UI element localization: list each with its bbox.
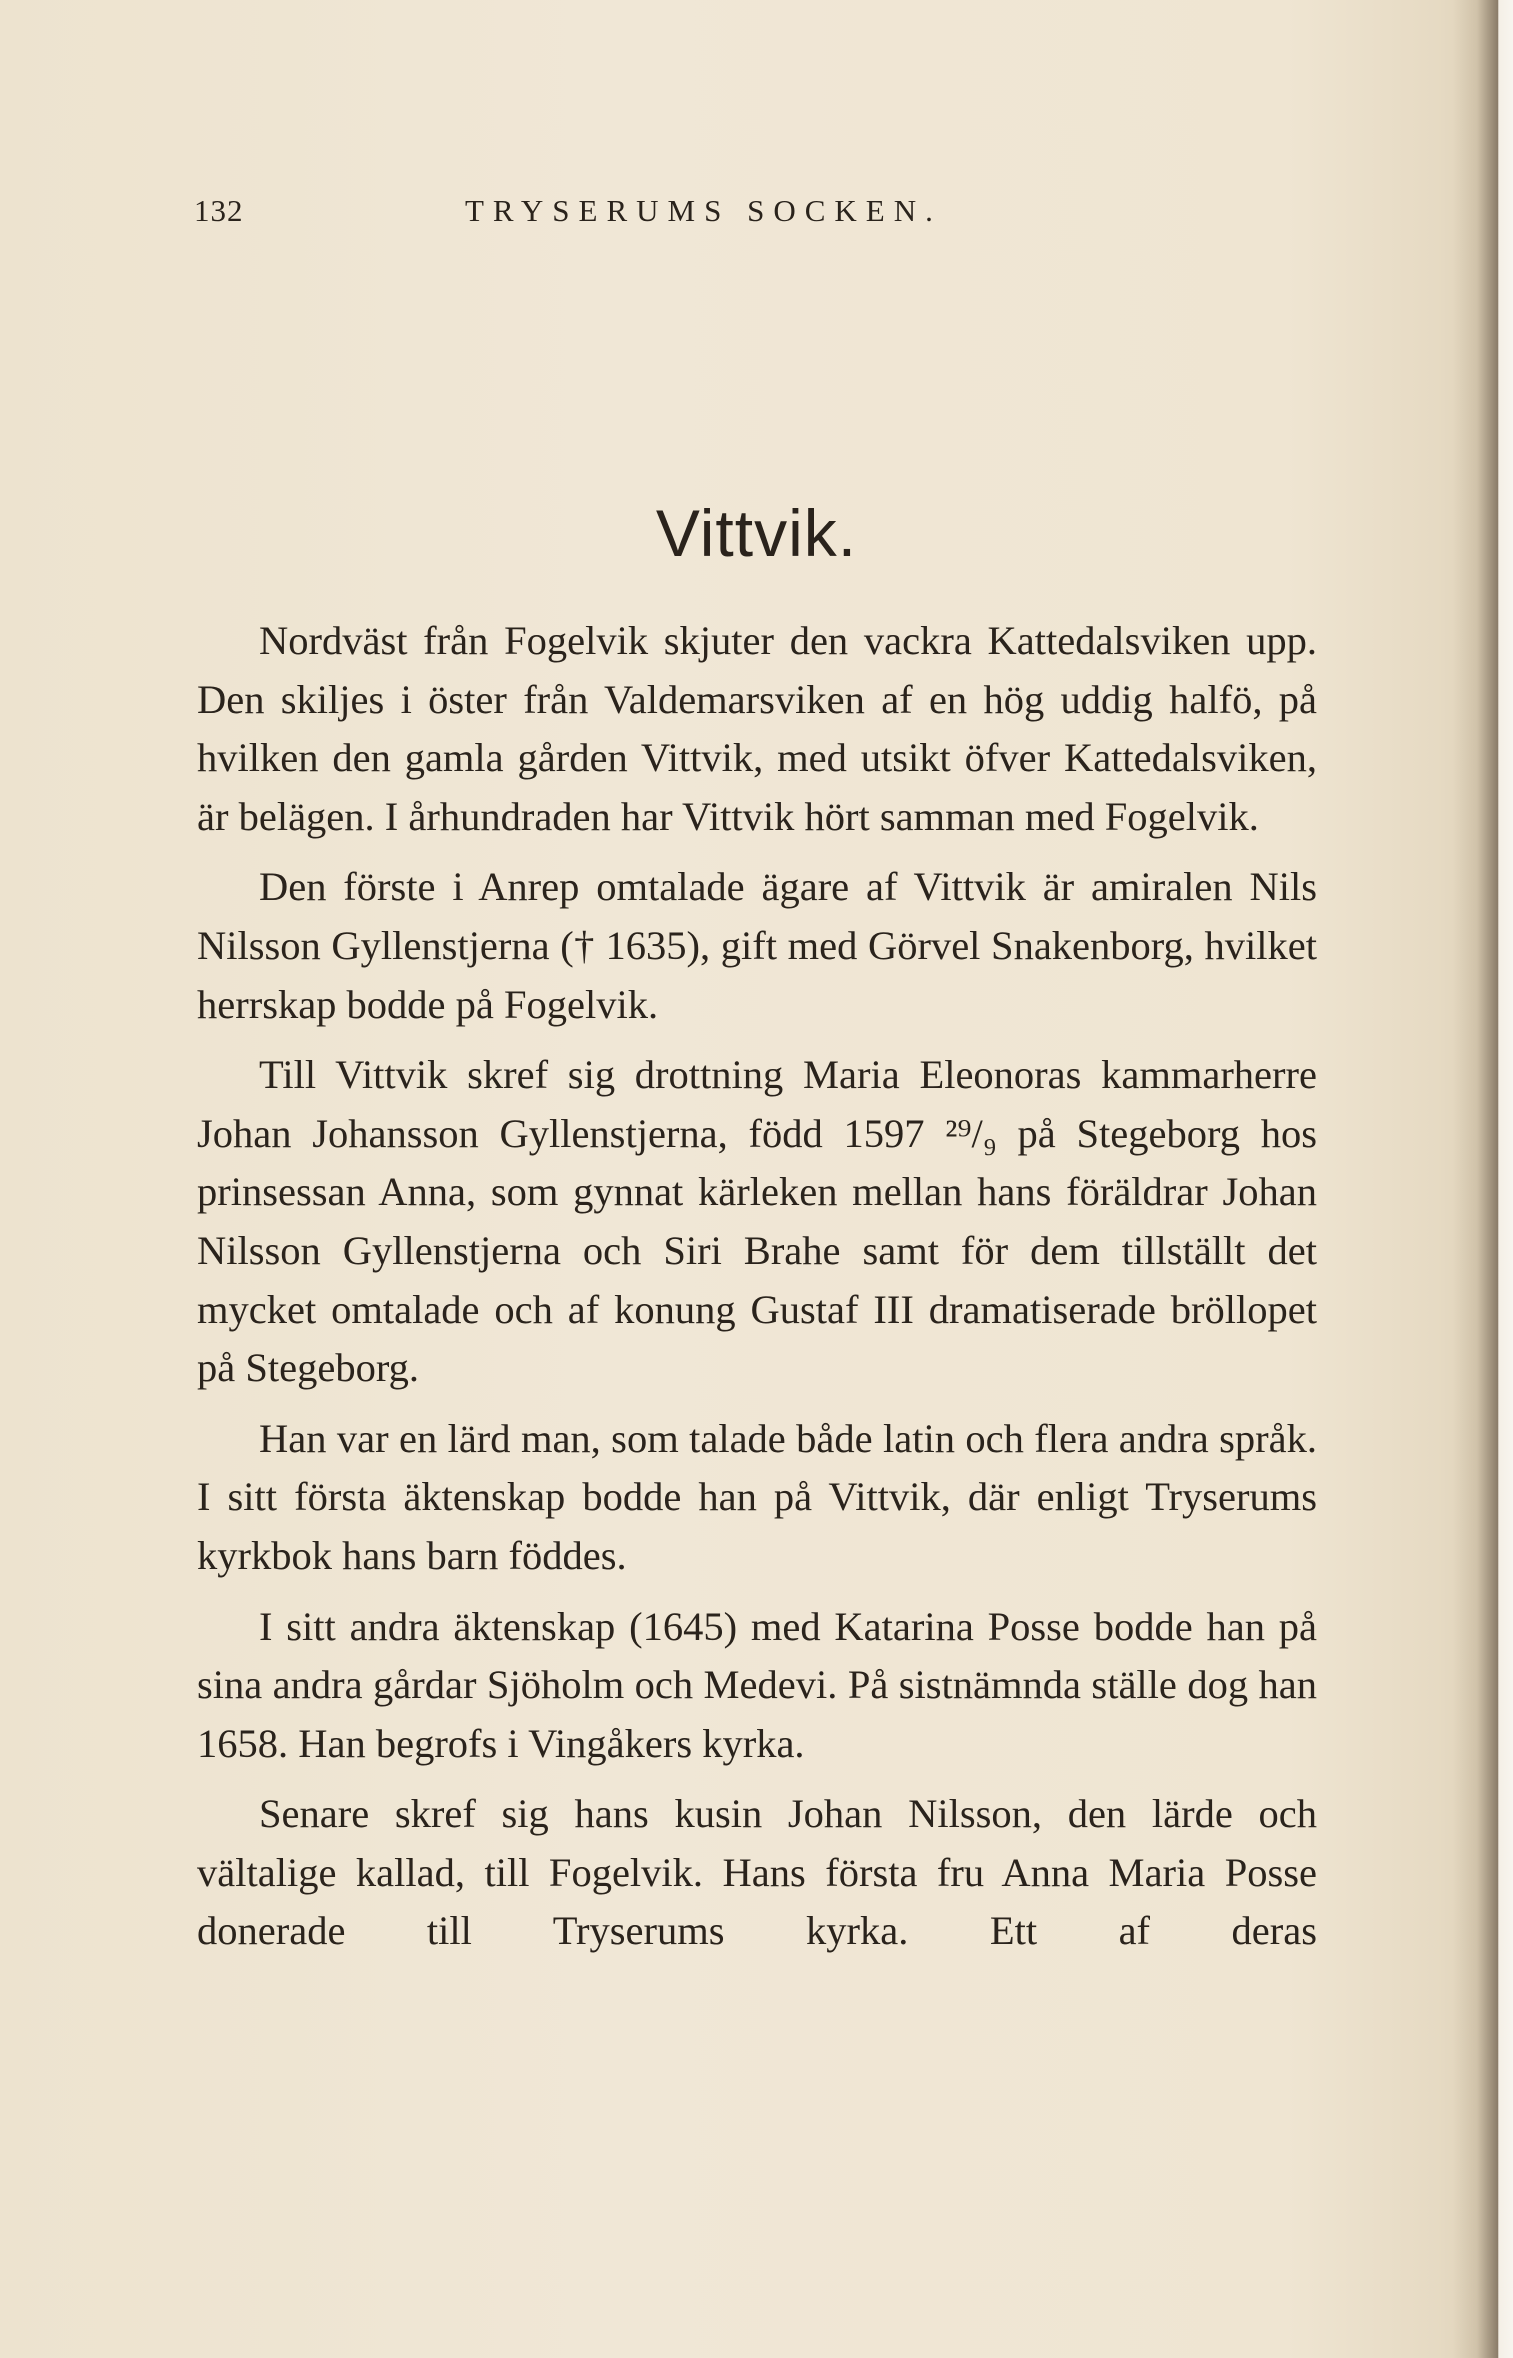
page-number: 132 [194,193,244,228]
book-spine-shadow [1453,0,1513,2358]
paragraph: Senare skref sig hans kusin Johan Nilsson, den lärde och vältalige kallad, till Fogelvik. Hans första fru Anna Maria Posse donerade till Tryserums kyrka. Ett af deras [197,1791,1317,1954]
paragraph: Nordväst från Fogelvik skjuter den vackra Kattedalsviken upp. Den skiljes i öster från Valdemarsviken af en hög uddig halfö, på hvilken den gamla gården Vittvik, med utsikt öfver Kattedalsviken, är belägen. I århundraden har Vittvik hört samman med Fogelvik. [197,618,1317,839]
paragraph: Han var en lärd man, som talade både latin och flera andra språk. I sitt första äktenskap bodde han på Vittvik, där enligt Tryserums kyrkbok hans barn föddes. [197,1415,1317,1578]
paragraph: Till Vittvik skref sig drottning Maria Eleonoras kammarherre Johan Johansson Gyllenstjerna, född 1597 ²⁹/₉ på Stegeborg hos prinsessan Anna, som gynnat kärleken mellan hans föräldrar Johan Nilsson Gyllenstjerna och Siri Brahe samt för dem tillställt det mycket omtalade och af konung Gustaf III dramatiserade bröllopet på Stegeborg. [197,1052,1317,1391]
paragraph: Den förste i Anrep omtalade ägare af Vittvik är amiralen Nils Nilsson Gyllenstjerna († 1635), gift med Görvel Snakenborg, hvilket herrskap bodde på Fogelvik. [197,864,1317,1027]
page-header [194,193,1314,243]
running-head: TRYSERUMS SOCKEN. [465,193,942,228]
section-title: Vittvik. [655,496,858,570]
paragraph: I sitt andra äktenskap (1645) med Katarina Posse bodde han på sina andra gårdar Sjöholm och Medevi. På sistnämnda ställe dog han 1658. Han begrofs i Vingåkers kyrka. [197,1603,1317,1766]
body-text [197,612,1317,1973]
